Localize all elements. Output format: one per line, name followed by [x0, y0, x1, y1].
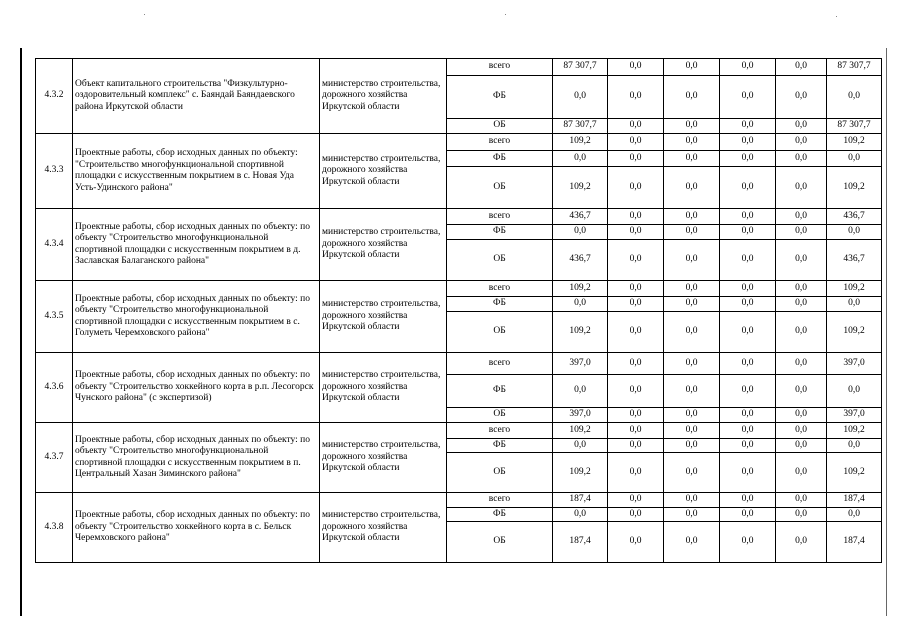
amount-cell: 0,0: [720, 493, 776, 508]
amount-cell: 109,2: [553, 167, 608, 209]
amount-cell: 0,0: [608, 281, 664, 297]
amount-cell: 0,0: [720, 297, 776, 312]
amount-cell: 0,0: [776, 408, 827, 423]
funding-source: ФБ: [447, 225, 553, 240]
amount-cell: 109,2: [553, 281, 608, 297]
amount-cell: 0,0: [608, 225, 664, 240]
amount-cell: 0,0: [827, 439, 882, 453]
amount-cell: 0,0: [553, 225, 608, 240]
amount-cell: 0,0: [664, 453, 720, 493]
amount-cell: 0,0: [720, 408, 776, 423]
amount-cell: 397,0: [827, 353, 882, 375]
amount-cell: 0,0: [664, 493, 720, 508]
amount-cell: 0,0: [827, 508, 882, 522]
amount-cell: 0,0: [827, 151, 882, 167]
funding-source: всего: [447, 353, 553, 375]
responsible-organization: министерство строительства, дорожного хозяйства Иркутской области: [320, 423, 447, 493]
funding-source: ОБ: [447, 312, 553, 353]
amount-cell: 87 307,7: [553, 59, 608, 76]
table-row: [36, 59, 882, 76]
funding-source: ФБ: [447, 375, 553, 408]
amount-cell: 0,0: [720, 167, 776, 209]
amount-cell: 0,0: [608, 297, 664, 312]
amount-cell: 0,0: [608, 408, 664, 423]
scan-speck: [505, 14, 506, 15]
amount-cell: 0,0: [664, 508, 720, 522]
amount-cell: 0,0: [553, 76, 608, 119]
funding-source: ФБ: [447, 508, 553, 522]
amount-cell: 0,0: [664, 134, 720, 151]
amount-cell: 0,0: [720, 312, 776, 353]
amount-cell: 0,0: [664, 151, 720, 167]
responsible-organization: министерство строительства, дорожного хозяйства Иркутской области: [320, 134, 447, 209]
amount-cell: 109,2: [827, 423, 882, 439]
amount-cell: 0,0: [720, 522, 776, 563]
amount-cell: 0,0: [664, 209, 720, 225]
amount-cell: 0,0: [664, 119, 720, 134]
amount-cell: 0,0: [827, 375, 882, 408]
amount-cell: 0,0: [776, 312, 827, 353]
amount-cell: 0,0: [664, 439, 720, 453]
funding-source: всего: [447, 423, 553, 439]
amount-cell: 87 307,7: [553, 119, 608, 134]
funding-source: ОБ: [447, 453, 553, 493]
amount-cell: 0,0: [720, 281, 776, 297]
funding-source: всего: [447, 493, 553, 508]
table-row: [36, 423, 882, 439]
amount-cell: 0,0: [553, 439, 608, 453]
amount-cell: 0,0: [664, 76, 720, 119]
table-row: [36, 353, 882, 375]
amount-cell: 0,0: [608, 76, 664, 119]
amount-cell: 0,0: [776, 375, 827, 408]
item-description: Проектные работы, сбор исходных данных по объекту: по объекту "Строительство многофункциональной спортивной площадки с искусственным покрытием в с. Голуметь Черемховского района": [73, 281, 320, 353]
amount-cell: 0,0: [720, 209, 776, 225]
amount-cell: 0,0: [720, 453, 776, 493]
amount-cell: 0,0: [608, 151, 664, 167]
funding-source: всего: [447, 59, 553, 76]
amount-cell: 0,0: [776, 353, 827, 375]
funding-source: ФБ: [447, 151, 553, 167]
amount-cell: 109,2: [827, 281, 882, 297]
amount-cell: 0,0: [776, 423, 827, 439]
amount-cell: 187,4: [553, 493, 608, 508]
amount-cell: 0,0: [776, 209, 827, 225]
amount-cell: 0,0: [776, 167, 827, 209]
amount-cell: 0,0: [608, 59, 664, 76]
amount-cell: 436,7: [553, 240, 608, 281]
item-description: Проектные работы, сбор исходных данных по объекту: по объекту "Строительство хоккейного корта в с. Бельск Черемховского района": [73, 493, 320, 563]
amount-cell: 0,0: [776, 281, 827, 297]
item-number: 4.3.3: [36, 134, 73, 209]
amount-cell: 0,0: [827, 225, 882, 240]
amount-cell: 0,0: [827, 76, 882, 119]
amount-cell: 109,2: [827, 453, 882, 493]
scan-speck: [144, 14, 145, 15]
amount-cell: 436,7: [827, 209, 882, 225]
amount-cell: 0,0: [664, 312, 720, 353]
amount-cell: 0,0: [720, 375, 776, 408]
funding-source: ОБ: [447, 408, 553, 423]
funding-source: ФБ: [447, 76, 553, 119]
amount-cell: 0,0: [664, 423, 720, 439]
amount-cell: 0,0: [608, 134, 664, 151]
amount-cell: 0,0: [776, 439, 827, 453]
item-number: 4.3.4: [36, 209, 73, 281]
amount-cell: 0,0: [608, 119, 664, 134]
amount-cell: 0,0: [608, 312, 664, 353]
amount-cell: 0,0: [720, 353, 776, 375]
amount-cell: 0,0: [664, 167, 720, 209]
page-left-border: [20, 48, 22, 616]
amount-cell: 0,0: [664, 225, 720, 240]
amount-cell: 0,0: [776, 493, 827, 508]
table-row: [36, 281, 882, 297]
amount-cell: 0,0: [720, 151, 776, 167]
amount-cell: 0,0: [720, 76, 776, 119]
amount-cell: 0,0: [776, 225, 827, 240]
amount-cell: 0,0: [776, 119, 827, 134]
amount-cell: 109,2: [553, 134, 608, 151]
amount-cell: 0,0: [776, 297, 827, 312]
amount-cell: 436,7: [827, 240, 882, 281]
amount-cell: 109,2: [553, 423, 608, 439]
item-description: Проектные работы, сбор исходных данных по объекту: по объекту "Строительство многофункциональной спортивной площадки с искусственным покрытием в д. Заславская Балаганского района": [73, 209, 320, 281]
amount-cell: 0,0: [776, 522, 827, 563]
table-row: [36, 134, 882, 151]
amount-cell: 0,0: [720, 240, 776, 281]
amount-cell: 187,4: [827, 493, 882, 508]
amount-cell: 0,0: [608, 453, 664, 493]
amount-cell: 0,0: [608, 423, 664, 439]
amount-cell: 0,0: [608, 353, 664, 375]
page-right-border: [886, 48, 887, 616]
amount-cell: 87 307,7: [827, 119, 882, 134]
item-description: Проектные работы, сбор исходных данных по объекту: "Строительство многофункциональной спортивной площадки с искусственным покрытием в с. Новая Уда Усть-Удинского района": [73, 134, 320, 209]
scan-speck: [836, 16, 837, 17]
funding-source: ОБ: [447, 119, 553, 134]
table-row: [36, 493, 882, 508]
amount-cell: 0,0: [553, 508, 608, 522]
table-row: [36, 209, 882, 225]
item-number: 4.3.2: [36, 59, 73, 134]
amount-cell: 0,0: [553, 297, 608, 312]
amount-cell: 0,0: [776, 240, 827, 281]
item-description: Объект капитального строительства "Физкультурно-оздоровительный комплекс" с. Баяндай Баяндаевского района Иркутской области: [73, 59, 320, 134]
item-number: 4.3.7: [36, 423, 73, 493]
responsible-organization: министерство строительства, дорожного хозяйства Иркутской области: [320, 493, 447, 563]
amount-cell: 0,0: [776, 151, 827, 167]
amount-cell: 397,0: [553, 408, 608, 423]
amount-cell: 0,0: [608, 508, 664, 522]
amount-cell: 0,0: [608, 375, 664, 408]
funding-source: ОБ: [447, 522, 553, 563]
amount-cell: 0,0: [720, 119, 776, 134]
amount-cell: 0,0: [664, 240, 720, 281]
amount-cell: 0,0: [720, 59, 776, 76]
item-number: 4.3.5: [36, 281, 73, 353]
amount-cell: 0,0: [608, 167, 664, 209]
amount-cell: 0,0: [664, 522, 720, 563]
amount-cell: 0,0: [776, 76, 827, 119]
amount-cell: 0,0: [608, 493, 664, 508]
funding-source: всего: [447, 134, 553, 151]
amount-cell: 187,4: [553, 522, 608, 563]
amount-cell: 0,0: [608, 522, 664, 563]
amount-cell: 109,2: [827, 134, 882, 151]
funding-source: ОБ: [447, 240, 553, 281]
responsible-organization: министерство строительства, дорожного хозяйства Иркутской области: [320, 281, 447, 353]
amount-cell: 0,0: [664, 353, 720, 375]
amount-cell: 0,0: [553, 375, 608, 408]
amount-cell: 0,0: [664, 375, 720, 408]
funding-source: всего: [447, 209, 553, 225]
funding-source: ОБ: [447, 167, 553, 209]
responsible-organization: министерство строительства, дорожного хозяйства Иркутской области: [320, 209, 447, 281]
item-number: 4.3.6: [36, 353, 73, 423]
amount-cell: 0,0: [608, 240, 664, 281]
funding-source: ФБ: [447, 297, 553, 312]
item-number: 4.3.8: [36, 493, 73, 563]
amount-cell: 0,0: [720, 423, 776, 439]
amount-cell: 0,0: [664, 59, 720, 76]
responsible-organization: министерство строительства, дорожного хозяйства Иркутской области: [320, 59, 447, 134]
amount-cell: 0,0: [608, 439, 664, 453]
amount-cell: 0,0: [608, 209, 664, 225]
amount-cell: 0,0: [553, 151, 608, 167]
funding-source: ФБ: [447, 439, 553, 453]
item-description: Проектные работы, сбор исходных данных по объекту: по объекту "Строительство многофункциональной спортивной площадки с искусственным покрытием в п. Центральный Хазан Зиминского района": [73, 423, 320, 493]
amount-cell: 0,0: [776, 508, 827, 522]
amount-cell: 0,0: [664, 281, 720, 297]
item-description: Проектные работы, сбор исходных данных по объекту: по объекту "Строительство хоккейного корта в р.п. Лесогорск Чунского района" (с экспертизой): [73, 353, 320, 423]
funding-source: всего: [447, 281, 553, 297]
amount-cell: 436,7: [553, 209, 608, 225]
amount-cell: 109,2: [553, 312, 608, 353]
amount-cell: 109,2: [553, 453, 608, 493]
amount-cell: 397,0: [827, 408, 882, 423]
amount-cell: 0,0: [664, 297, 720, 312]
amount-cell: 109,2: [827, 312, 882, 353]
amount-cell: 0,0: [776, 59, 827, 76]
budget-table: [35, 58, 882, 563]
amount-cell: 0,0: [720, 439, 776, 453]
amount-cell: 0,0: [720, 225, 776, 240]
amount-cell: 0,0: [664, 408, 720, 423]
amount-cell: 0,0: [720, 508, 776, 522]
amount-cell: 0,0: [776, 453, 827, 493]
amount-cell: 0,0: [776, 134, 827, 151]
amount-cell: 0,0: [720, 134, 776, 151]
amount-cell: 187,4: [827, 522, 882, 563]
amount-cell: 87 307,7: [827, 59, 882, 76]
amount-cell: 109,2: [827, 167, 882, 209]
responsible-organization: министерство строительства, дорожного хозяйства Иркутской области: [320, 353, 447, 423]
amount-cell: 0,0: [827, 297, 882, 312]
amount-cell: 397,0: [553, 353, 608, 375]
